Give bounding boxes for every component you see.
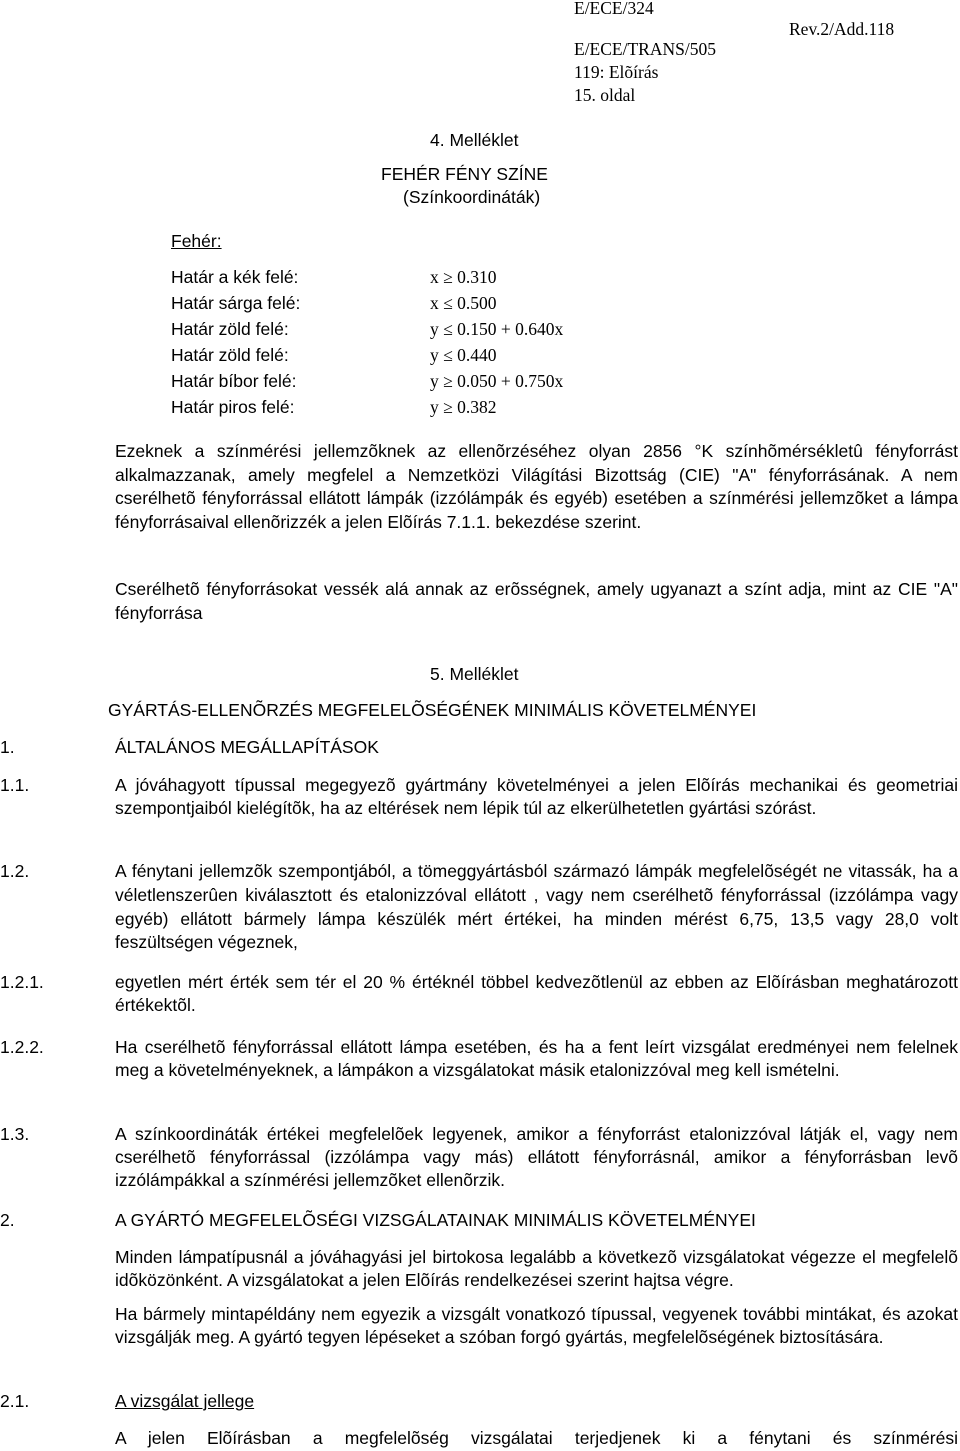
limit-label: Határ sárga felé: <box>171 293 301 313</box>
item-number: 1.2.1. <box>0 972 44 992</box>
geq-symbol: ≥ <box>443 371 453 391</box>
limit-label: Határ zöld felé: <box>171 345 289 365</box>
limit-value: y ≥ 0.050 + 0.750x <box>430 371 564 391</box>
section-2-1-number: 2.1. <box>0 1391 30 1411</box>
page-number: 15. oldal <box>574 85 636 105</box>
limit-row <box>171 266 571 292</box>
section-2-paragraph-2: Ha bármely mintapéldány nem egyezik a vizsgált vonatkozó típussal, vegyenek további mintákat, és azokat vizsgálják meg. A gyártó tegyen lépéseket a szóban forgó gyártás, megfelelõségének biztosítására. <box>115 1304 958 1347</box>
limit-label: Határ piros felé: <box>171 397 295 417</box>
limit-row <box>171 318 571 344</box>
limit-value: x ≥ 0.310 <box>430 267 497 287</box>
limit-value: y ≥ 0.382 <box>430 397 497 417</box>
white-label: Fehér: <box>171 231 222 251</box>
limit-row <box>171 396 571 422</box>
item-1-2-1 <box>0 971 958 1017</box>
leq-symbol: ≤ <box>443 345 453 365</box>
section-2-number: 2. <box>0 1210 15 1230</box>
limit-value: y ≤ 0.440 <box>430 345 497 365</box>
annex4-paragraph-1: Ezeknek a színmérési jellemzõknek az ellenõrzéséhez olyan 2856 °K színhõmérsékletû fényforrást alkalmazzanak, amely megfelel a Nemzetközi Világítási Bizottság (CIE) "A" fényforrásának. A nem cserélhetõ fényforrással ellátott lámpák (izzólámpák és egyéb) esetében a színmérési jellemzõket a lámpa fényforrásaival ellenõrizzék a jelen Elõírás 7.1.1. bekezdése szerint. <box>115 441 958 532</box>
item-text: A színkoordináták értékei megfelelõek legyenek, amikor a fényforrást etalonizzóval látják el, vagy nem cserélhetõ fényforrással (izzólámpa vagy más) ellátott fényforrásnál, amikor a fényforrásban levõ izzólámpákkal a színmérési jellemzõket ellenõrzik. <box>115 1124 958 1190</box>
limit-label: Határ zöld felé: <box>171 319 289 339</box>
limit-row <box>171 344 571 370</box>
leq-symbol: ≤ <box>443 319 453 339</box>
item-1-2-2 <box>0 1036 958 1082</box>
annex5-title: 5. Melléklet <box>430 664 519 684</box>
limit-label: Határ a kék felé: <box>171 267 299 287</box>
section-2-1-paragraph: A jelen Elõírásban a megfelelõség vizsgálatai terjedjenek ki a fénytani és színmérési <box>115 1428 958 1448</box>
limit-row <box>171 292 571 318</box>
leq-symbol: ≤ <box>443 293 453 313</box>
annex4-paragraph-2: Cserélhetõ fényforrásokat vessék alá annak az erõsségnek, amely ugyanazt a színt adja, mint az CIE "A" fényforrása <box>115 579 958 623</box>
section-1-title: ÁLTALÁNOS MEGÁLLAPÍTÁSOK <box>115 737 379 757</box>
item-text: Ha cserélhetõ fényforrással ellátott lámpa esetében, és ha a fent leírt vizsgálat eredményei nem felelnek meg a követelményeknek, a lámpákon a vizsgálatokat másik etalonizzóval meg kell ismételni. <box>115 1037 958 1080</box>
item-number: 1.3. <box>0 1124 30 1144</box>
item-number: 1.1. <box>0 775 30 795</box>
item-text: A jóváhagyott típussal megegyezõ gyártmány követelményei a jelen Elõírás mechanikai és geometriai szempontjaiból kielégítõk, ha az eltérések nem lépik túl az elkerülhetetlen gyártási szórást. <box>115 775 958 818</box>
section-2-1-title: A vizsgálat jellege <box>115 1391 255 1411</box>
annex4-subtitle: FEHÉR FÉNY SZÍNE <box>381 164 548 184</box>
annex5-subtitle: GYÁRTÁS-ELLENÕRZÉS MEGFELELÕSÉGÉNEK MINIMÁLIS KÖVETELMÉNYEI <box>108 700 757 720</box>
item-text: egyetlen mért érték sem tér el 20 % értéknél többel kedvezõtlenül az ebben az Elõírásban meghatározott értékektõl. <box>115 972 958 1015</box>
item-text: A fénytani jellemzõk szempontjából, a tömeggyártásból származó lámpák megfelelõségét ne vitassák, ha a véletlenszerûen kiválasztott és etalonizzóval ellátott , vagy nem cserélhetõ fényforrással (izzólámpa vagy egyéb) ellátott bármely lámpa készülék mért értékei, ha minden mérést 6,75, 13,5 vagy 28,0 volt feszültségen végeznek, <box>115 861 958 953</box>
item-number: 1.2. <box>0 861 30 881</box>
limit-label: Határ bíbor felé: <box>171 371 297 391</box>
color-limits-list <box>171 266 571 422</box>
revision: Rev.2/Add.118 <box>789 19 895 39</box>
annex4-title: 4. Melléklet <box>430 130 519 150</box>
limit-value: x ≤ 0.500 <box>430 293 497 313</box>
item-1-2 <box>0 860 958 955</box>
limit-value: y ≤ 0.150 + 0.640x <box>430 319 564 339</box>
section-2-title: A GYÁRTÓ MEGFELELÕSÉGI VIZSGÁLATAINAK MINIMÁLIS KÖVETELMÉNYEI <box>115 1210 756 1230</box>
doc-ref-trans: E/ECE/TRANS/505 <box>574 39 716 59</box>
item-1-1 <box>0 774 958 820</box>
doc-ref: E/ECE/324 <box>574 0 654 18</box>
section-1-number: 1. <box>0 737 15 757</box>
regulation-number: 119: Elõírás <box>574 62 659 82</box>
limit-row <box>171 370 571 396</box>
section-2-paragraph-1: Minden lámpatípusnál a jóváhagyási jel birtokosa legalább a következõ vizsgálatokat végezze el megfelelõ idõközönként. A vizsgálatokat a jelen Elõírás rendelkezései szerint hajtsa végre. <box>115 1247 958 1290</box>
geq-symbol: ≥ <box>443 397 453 417</box>
annex4-subtitle2: (Színkoordináták) <box>403 187 541 207</box>
item-1-3 <box>0 1123 958 1192</box>
item-number: 1.2.2. <box>0 1037 44 1057</box>
geq-symbol: ≥ <box>443 267 453 287</box>
